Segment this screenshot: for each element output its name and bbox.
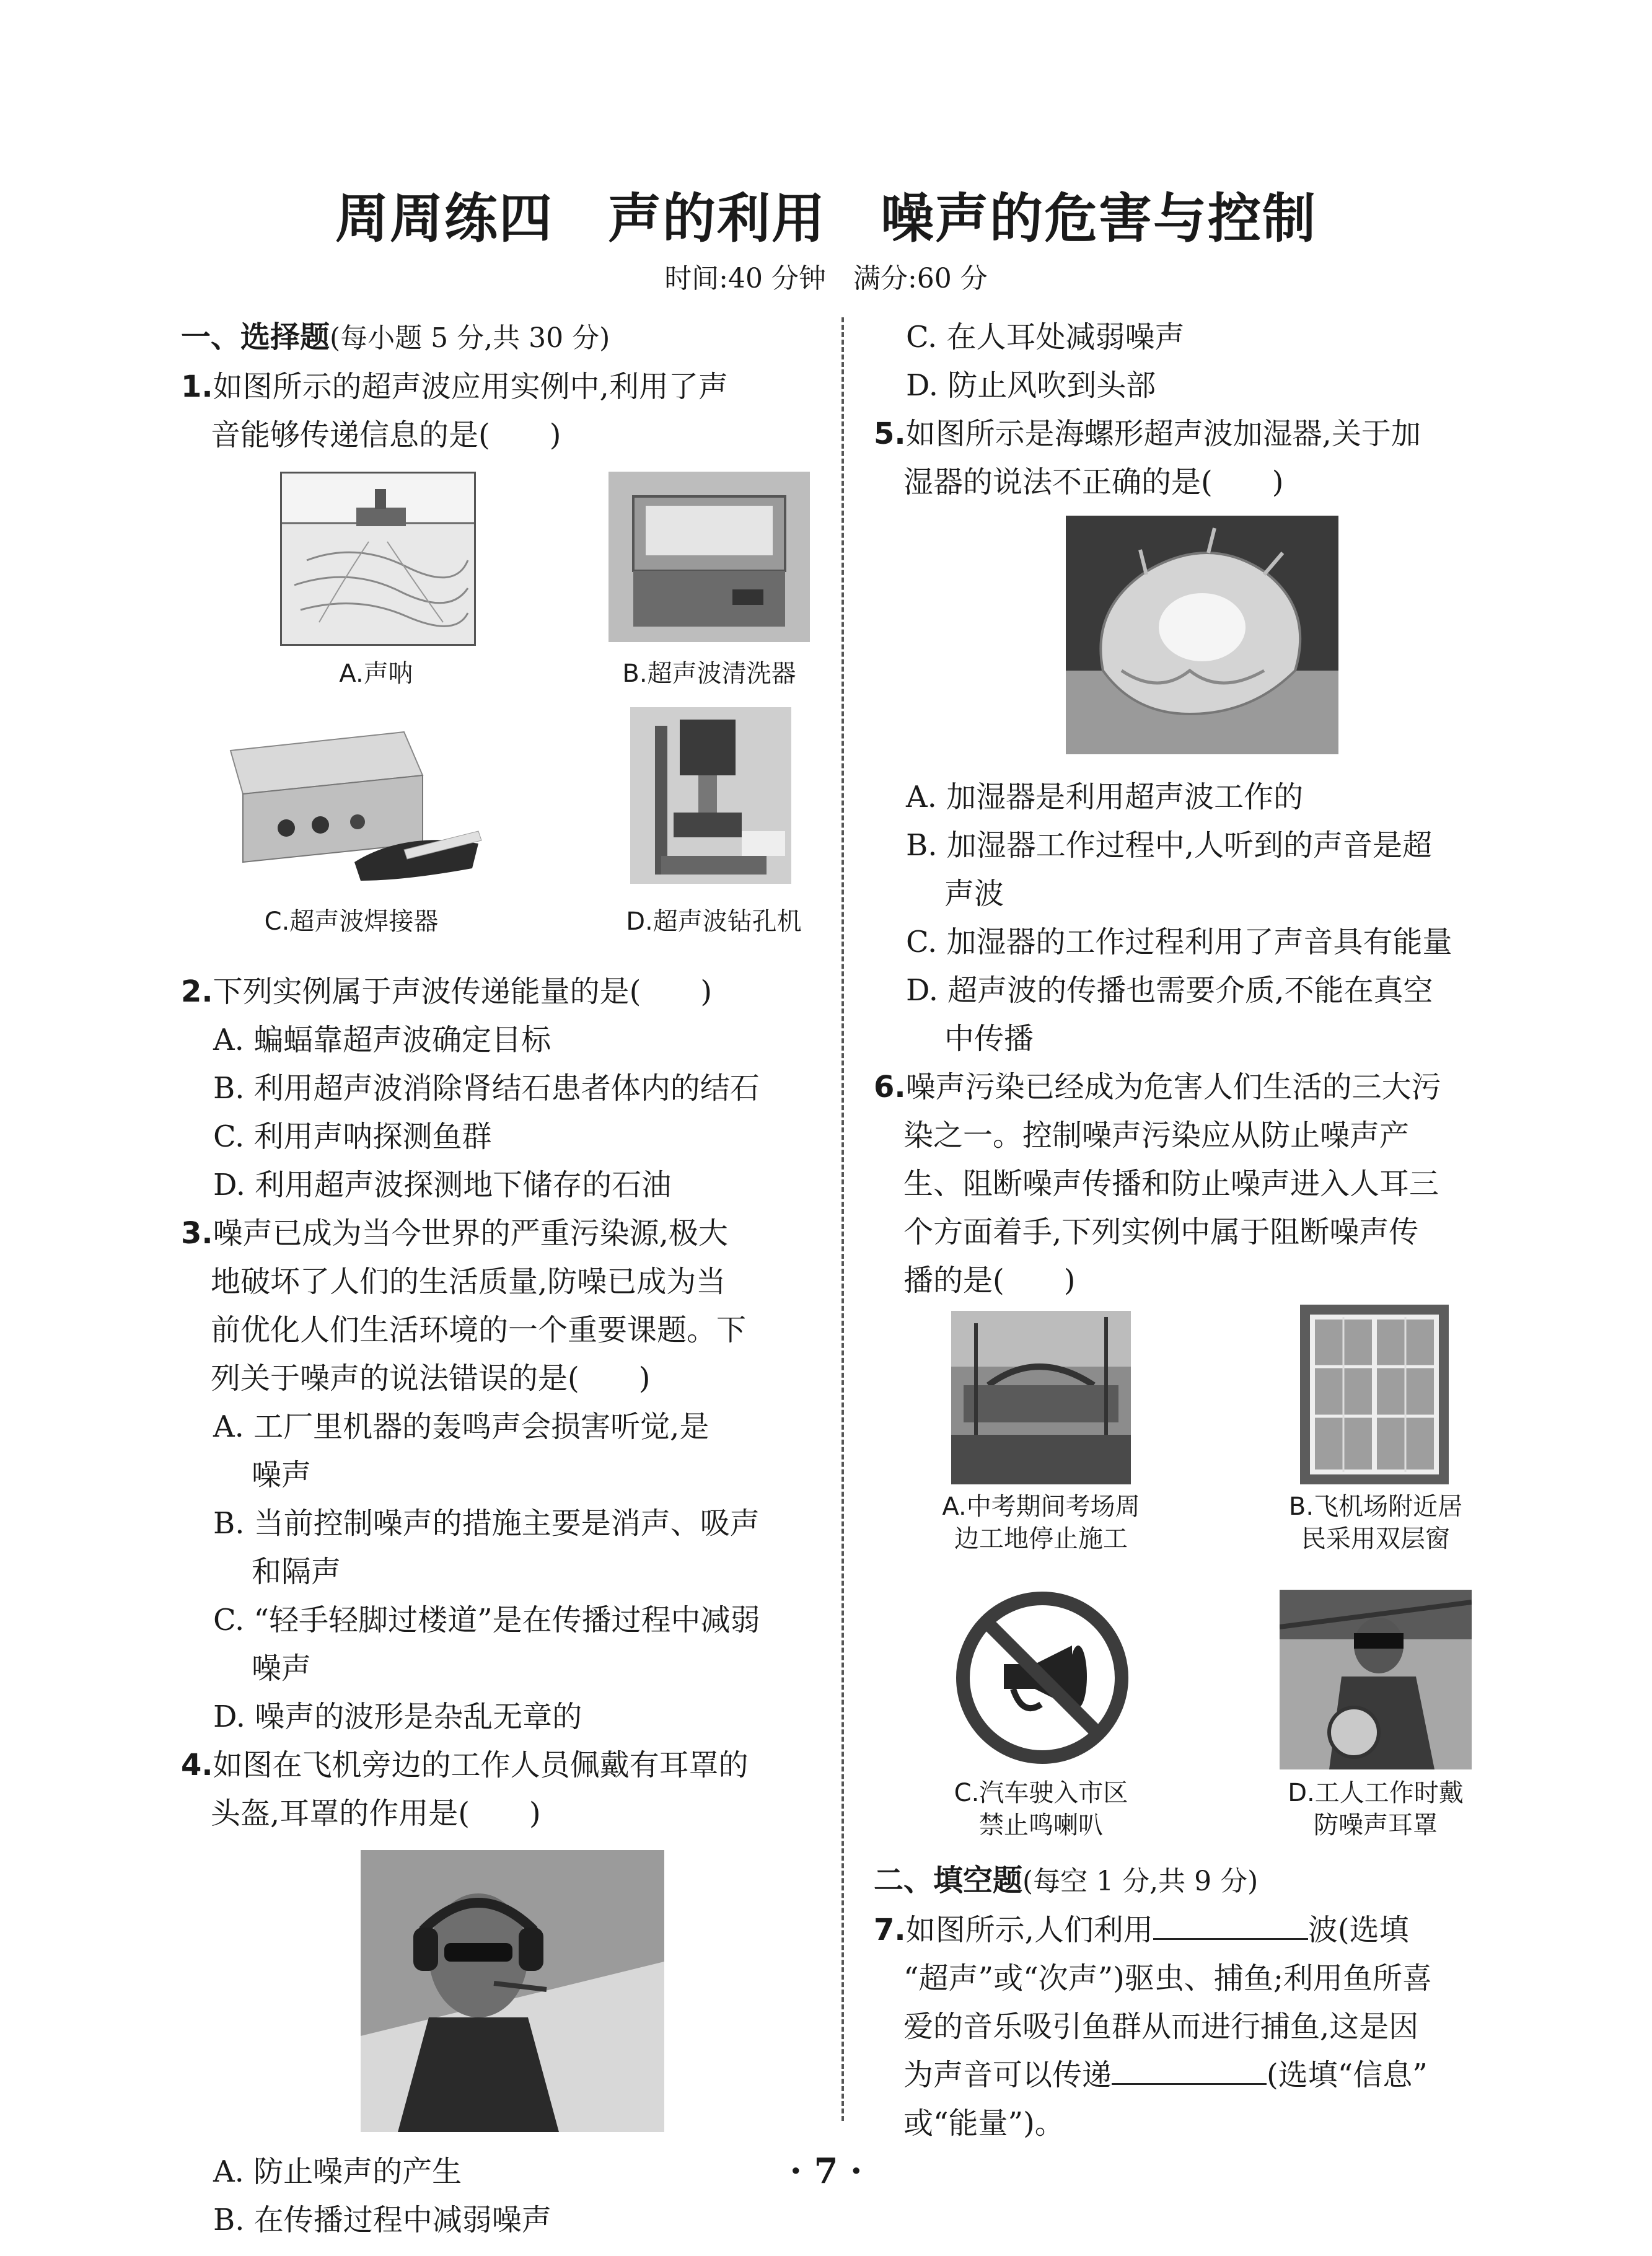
option: B. 在传播过程中减弱噪声	[213, 2203, 551, 2237]
option-continued: 中传播	[944, 1021, 1034, 1056]
option-b-caption: B.飞机场附近居	[1288, 1492, 1463, 1521]
worker-earmuffs-image	[1280, 1590, 1472, 1769]
question-text: 音能够传递信息的是( )	[211, 418, 561, 452]
question-6: 6.噪声污染已经成为危害人们生活的三大污 染之一。控制噪声污染应从防止噪声产 生、阻断噪声传播和防止噪声进入人耳三 个方面着手,下列实例中属于阻断噪声传 播的是( ) A.中考期间考场周 边工地停止施工 B.飞机场附近居 民采用双层窗 C.汽车驶入市区 禁止鸣喇叭 D.工人工作时戴 防噪声耳罩	[874, 1063, 1512, 1856]
option-continued: 噪声	[252, 1458, 312, 1492]
sonar-image	[280, 472, 476, 646]
question-text: 如图所示是海螺形超声波加湿器,关于加	[905, 416, 1421, 451]
question-4: 4.如图在飞机旁边的工作人员佩戴有耳罩的 头盔,耳罩的作用是( ) A. 防止噪声的产生 B. 在传播过程中减弱噪声	[181, 1741, 819, 2244]
option-c-caption-continued: 禁止鸣喇叭	[979, 1811, 1103, 1840]
question-text: 爱的音乐吸引鱼群从而进行捕鱼,这是因	[903, 2009, 1419, 2044]
section-heading: 一、选择题(每小题 5 分,共 30 分)	[181, 320, 610, 355]
option-a-caption: A.中考期间考场周	[942, 1492, 1140, 1521]
page-title: 周周练四 声的利用 噪声的危害与控制	[335, 188, 1317, 250]
right-column	[874, 313, 1512, 2148]
question-text: 噪声污染已经成为危害人们生活的三大污	[905, 1070, 1441, 1104]
question-text: 前优化人们生活环境的一个重要课题。下	[211, 1313, 747, 1347]
option: B. 利用超声波消除肾结石患者体内的结石	[213, 1071, 760, 1106]
column-divider	[841, 317, 844, 2121]
figure-group	[181, 459, 819, 967]
construction-site-image	[951, 1311, 1131, 1484]
question-text: 噪声已成为当今世界的严重污染源,极大	[213, 1216, 728, 1251]
question-text: 头盔,耳罩的作用是( )	[211, 1796, 541, 1831]
option: C. “轻手轻脚过楼道”是在传播过程中减弱	[213, 1603, 760, 1637]
ultrasonic-drill-image	[630, 707, 791, 884]
option: D. 防止风吹到头部	[906, 368, 1156, 403]
question-text: 播的是( )	[903, 1263, 1076, 1298]
ultrasonic-welder-image	[218, 720, 485, 893]
answer-blank[interactable]	[1153, 1907, 1308, 1940]
option-d-caption: D.工人工作时戴	[1288, 1779, 1464, 1807]
option: A. 工厂里机器的轰鸣声会损害听觉,是	[213, 1409, 710, 1444]
option-d-caption: D.超声波钻孔机	[626, 907, 802, 936]
exam-info: 时间:40 分钟 满分:60 分	[664, 263, 988, 294]
question-3: 3.噪声已成为当今世界的严重污染源,极大 地破坏了人们的生活质量,防噪已成为当 前优化人们生活环境的一个重要课题。下 列关于噪声的说法错误的是( ) A. 工厂里机器的轰鸣声会损害听觉,是 噪声 B. 当前控制噪声的措施主要是消声、吸声 和隔声 C. “轻手轻脚过楼道”是在传播过程中减弱 噪声 D. 噪声的波形是杂乱无章的	[181, 1209, 819, 1741]
option: C. 利用声呐探测鱼群	[213, 1119, 492, 1154]
option-d-caption-continued: 防噪声耳罩	[1314, 1811, 1438, 1840]
question-2: 2.下列实例属于声波传递能量的是( ) A. 蝙蝠靠超声波确定目标 B. 利用超声波消除肾结石患者体内的结石 C. 利用声呐探测鱼群 D. 利用超声波探测地下储存的石油	[181, 967, 819, 1209]
answer-blank[interactable]	[1112, 2052, 1267, 2085]
ultrasonic-cleaner-image	[609, 472, 810, 642]
conch-humidifier-image	[1066, 516, 1338, 754]
section-heading: 二、填空题(每空 1 分,共 9 分)	[874, 1863, 1259, 1898]
option: C. 加湿器的工作过程利用了声音具有能量	[906, 925, 1452, 959]
option-a-caption: A.声呐	[339, 659, 413, 688]
option-continued: 声波	[944, 876, 1004, 911]
question-number: 1.	[181, 369, 213, 404]
option: C. 在人耳处减弱噪声	[906, 320, 1185, 355]
option-c-caption: C.汽车驶入市区	[954, 1779, 1128, 1807]
no-horn-sign-icon	[954, 1590, 1131, 1766]
page-number: · 7 ·	[789, 2151, 863, 2192]
option-continued: 和隔声	[252, 1554, 341, 1589]
question-1	[181, 363, 819, 967]
question-text: 下列实例属于声波传递能量的是( )	[213, 974, 713, 1009]
option: D. 噪声的波形是杂乱无章的	[213, 1699, 582, 1734]
option: D. 利用超声波探测地下储存的石油	[213, 1168, 672, 1202]
option-b-caption-continued: 民采用双层窗	[1301, 1525, 1450, 1553]
question-text: 如图所示的超声波应用实例中,利用了声	[213, 369, 728, 404]
question-text: 或“能量”)。	[903, 2106, 1065, 2141]
option: A. 加湿器是利用超声波工作的	[906, 780, 1304, 814]
question-5: 5.如图所示是海螺形超声波加湿器,关于加 湿器的说法不正确的是( ) A. 加湿器是利用超声波工作的 B. 加湿器工作过程中,人听到的声音是超 声波 C. 加湿器的工作过程利用了声音具有能量 D. 超声波的传播也需要介质,不能在真空 中传播	[874, 410, 1512, 1063]
question-text: 列关于噪声的说法错误的是( )	[211, 1361, 651, 1396]
double-window-image	[1300, 1305, 1449, 1484]
question-text: 湿器的说法不正确的是( )	[903, 465, 1284, 500]
option-a-caption-continued: 边工地停止施工	[954, 1525, 1128, 1553]
option-c-caption: C.超声波焊接器	[264, 907, 439, 936]
question-text: 如图在飞机旁边的工作人员佩戴有耳罩的	[213, 1748, 749, 1782]
option: D. 超声波的传播也需要介质,不能在真空	[906, 973, 1433, 1008]
question-text: 个方面着手,下列实例中属于阻断噪声传	[903, 1215, 1419, 1249]
option: B. 加湿器工作过程中,人听到的声音是超	[906, 828, 1433, 863]
option: A. 防止噪声的产生	[213, 2154, 462, 2189]
question-text: 染之一。控制噪声污染应从防止噪声产	[903, 1118, 1410, 1153]
option: B. 当前控制噪声的措施主要是消声、吸声	[213, 1506, 760, 1541]
option-b-caption: B.超声波清洗器	[622, 659, 796, 688]
option: A. 蝙蝠靠超声波确定目标	[213, 1023, 551, 1057]
option-continued: 噪声	[252, 1651, 312, 1686]
question-text: 生、阻断噪声传播和防止噪声进入人耳三	[903, 1166, 1439, 1201]
question-text: “超声”或“次声”)驱虫、捕鱼;利用鱼所喜	[903, 1961, 1433, 1996]
question-7: 7.如图所示,人们利用 波(选填 “超声”或“次声”)驱虫、捕鱼;利用鱼所喜 爱的音乐吸引鱼群从而进行捕鱼,这是因 为声音可以传递 (选填“信息” 或“能量”)。	[874, 1906, 1512, 2148]
question-text: 地破坏了人们的生活质量,防噪已成为当	[211, 1264, 726, 1299]
left-column	[181, 313, 819, 2244]
worker-with-earmuffs-image	[361, 1850, 664, 2132]
figure-group	[874, 1305, 1512, 1856]
